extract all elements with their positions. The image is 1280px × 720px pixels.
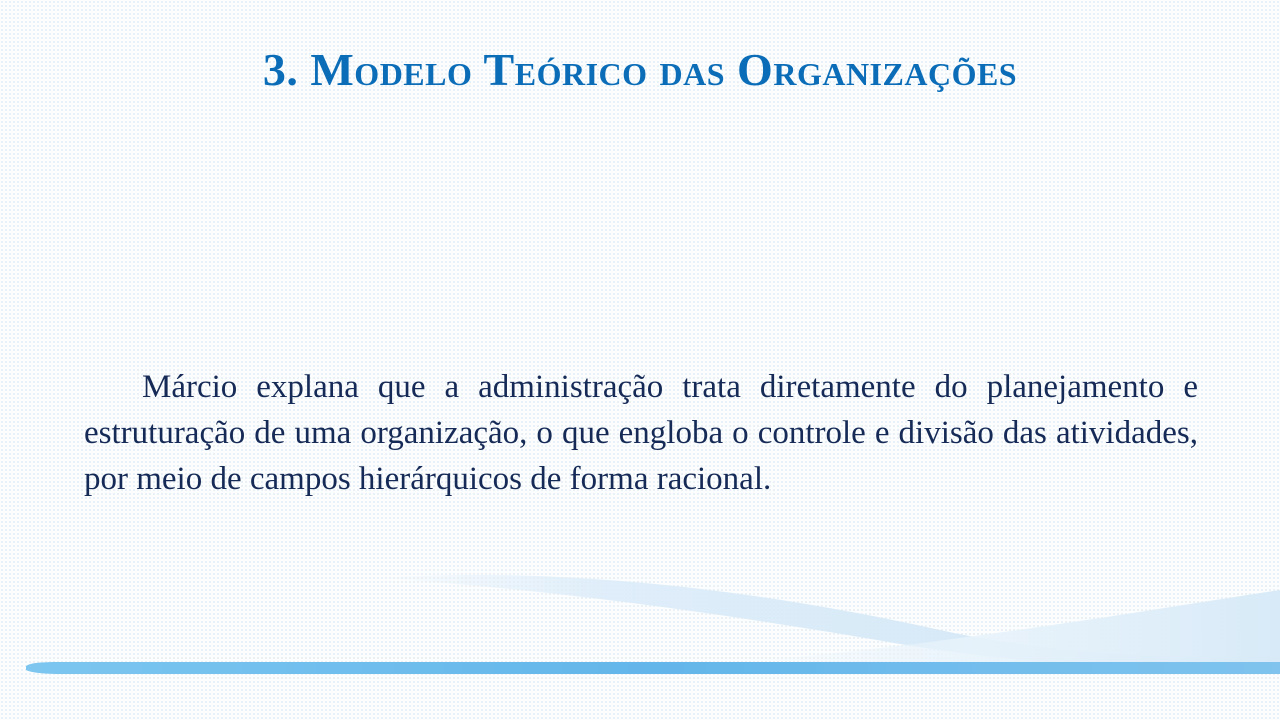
- wave-bar: [26, 662, 1280, 674]
- slide-title: 3. Modelo Teórico das Organizações: [262, 44, 1018, 95]
- decorative-wave: [0, 560, 1280, 690]
- slide-body-text: Márcio explana que a administração trata diretamente do planejamento e estruturação de uma organização, o que engloba o controle e divisão das atividades, por meio de campos hierárquicos de forma racional.: [84, 369, 1198, 497]
